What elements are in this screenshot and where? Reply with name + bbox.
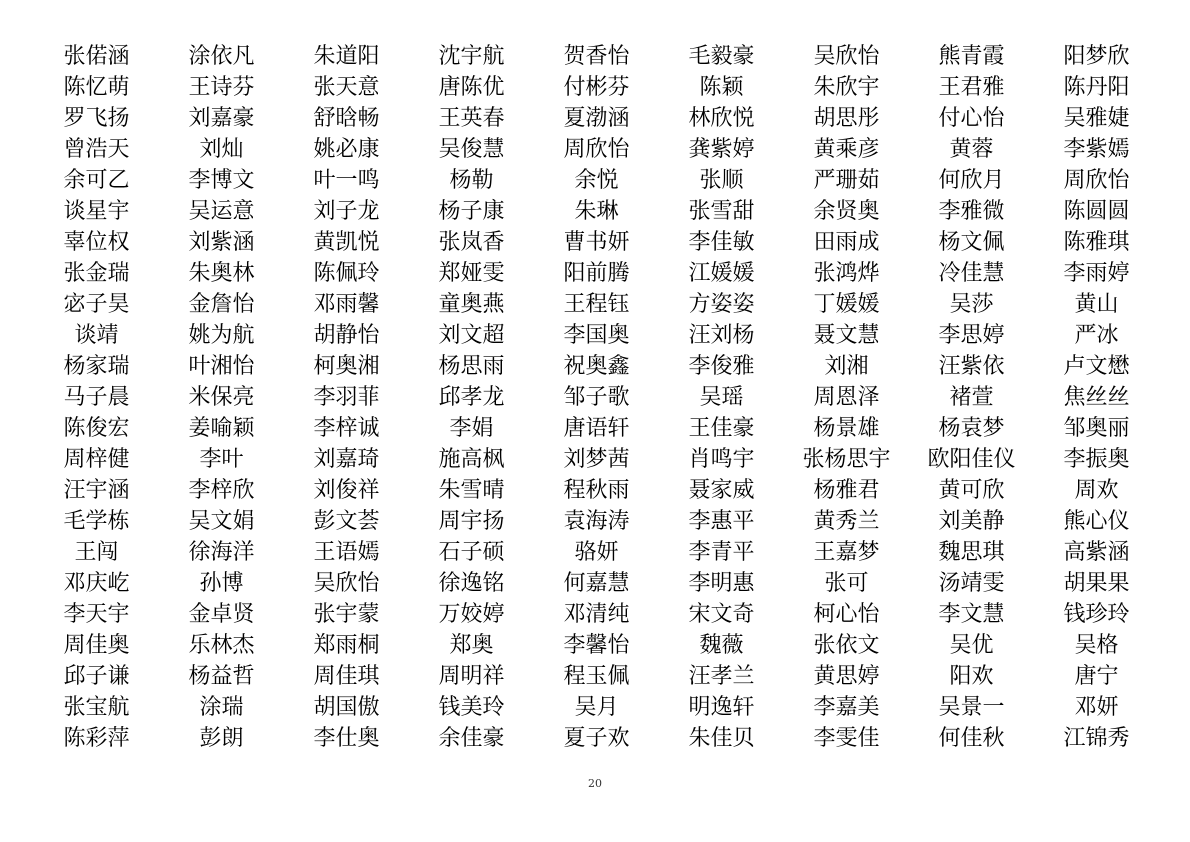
name-cell: 黄凯悦 bbox=[313, 230, 380, 255]
name-cell: 袁海涛 bbox=[563, 509, 630, 534]
name-cell: 陈俊宏 bbox=[63, 416, 130, 441]
name-cell: 何佳秋 bbox=[938, 726, 1005, 751]
name-row bbox=[34, 289, 1159, 320]
name-cell: 朱佳贝 bbox=[688, 726, 755, 751]
name-cell: 周佳琪 bbox=[313, 664, 380, 689]
name-cell: 石子硕 bbox=[438, 540, 505, 565]
name-cell: 李羽菲 bbox=[313, 385, 380, 410]
name-cell: 吴格 bbox=[1074, 633, 1119, 658]
name-cell: 宓子昊 bbox=[63, 292, 130, 317]
name-cell: 张宇蒙 bbox=[313, 602, 380, 627]
name-cell: 张偌涵 bbox=[63, 44, 130, 69]
name-cell: 朱琳 bbox=[574, 199, 619, 224]
name-cell: 杨思雨 bbox=[438, 354, 505, 379]
name-cell: 付心怡 bbox=[938, 106, 1005, 131]
name-cell: 张岚香 bbox=[438, 230, 505, 255]
names-table-body bbox=[34, 41, 1159, 754]
name-cell: 阳欢 bbox=[949, 664, 994, 689]
name-cell: 汪紫依 bbox=[938, 354, 1005, 379]
name-cell: 吴雅婕 bbox=[1063, 106, 1130, 131]
name-cell: 钱美玲 bbox=[438, 695, 505, 720]
name-cell: 吴莎 bbox=[949, 292, 994, 317]
name-cell: 涂瑞 bbox=[199, 695, 244, 720]
name-cell: 谈靖 bbox=[74, 323, 119, 348]
name-cell: 汤靖雯 bbox=[938, 571, 1005, 596]
name-row bbox=[34, 320, 1159, 351]
name-cell: 曾浩天 bbox=[63, 137, 130, 162]
name-cell: 刘美静 bbox=[938, 509, 1005, 534]
name-cell: 阳前腾 bbox=[563, 261, 630, 286]
name-cell: 聂文慧 bbox=[813, 323, 880, 348]
name-cell: 刘文超 bbox=[438, 323, 505, 348]
name-cell: 何欣月 bbox=[938, 168, 1005, 193]
name-cell: 邹奥丽 bbox=[1063, 416, 1130, 441]
name-cell: 付彬芬 bbox=[563, 75, 630, 100]
name-cell: 李叶 bbox=[199, 447, 244, 472]
name-cell: 陈圆圆 bbox=[1063, 199, 1130, 224]
name-cell: 叶一鸣 bbox=[313, 168, 380, 193]
name-cell: 李惠平 bbox=[688, 509, 755, 534]
name-row bbox=[34, 351, 1159, 382]
name-row bbox=[34, 444, 1159, 475]
name-cell: 冷佳慧 bbox=[938, 261, 1005, 286]
name-row bbox=[34, 41, 1159, 72]
name-cell: 邓庆屹 bbox=[63, 571, 130, 596]
name-cell: 徐逸铭 bbox=[438, 571, 505, 596]
name-cell: 余悦 bbox=[574, 168, 619, 193]
name-cell: 杨勒 bbox=[449, 168, 494, 193]
name-cell: 王语嫣 bbox=[313, 540, 380, 565]
name-cell: 程秋雨 bbox=[563, 478, 630, 503]
name-cell: 李博文 bbox=[188, 168, 255, 193]
name-cell: 褚萱 bbox=[949, 385, 994, 410]
name-cell: 姚为航 bbox=[188, 323, 255, 348]
name-cell: 黄山 bbox=[1074, 292, 1119, 317]
name-cell: 孙博 bbox=[199, 571, 244, 596]
name-cell: 李俊雅 bbox=[688, 354, 755, 379]
name-cell: 陈雅琪 bbox=[1063, 230, 1130, 255]
name-row bbox=[34, 103, 1159, 134]
name-cell: 王闯 bbox=[74, 540, 119, 565]
name-cell: 吴景一 bbox=[938, 695, 1005, 720]
name-cell: 黄秀兰 bbox=[813, 509, 880, 534]
name-cell: 刘嘉琦 bbox=[313, 447, 380, 472]
name-cell: 罗飞扬 bbox=[63, 106, 130, 131]
name-cell: 聂家威 bbox=[688, 478, 755, 503]
name-cell: 张宝航 bbox=[63, 695, 130, 720]
name-cell: 邓妍 bbox=[1074, 695, 1119, 720]
name-cell: 唐陈优 bbox=[438, 75, 505, 100]
name-cell: 余可乙 bbox=[63, 168, 130, 193]
name-cell: 王诗芬 bbox=[188, 75, 255, 100]
name-cell: 严冰 bbox=[1074, 323, 1119, 348]
name-cell: 李思婷 bbox=[938, 323, 1005, 348]
name-cell: 肖鸣宇 bbox=[688, 447, 755, 472]
name-row bbox=[34, 537, 1159, 568]
name-cell: 刘梦茜 bbox=[563, 447, 630, 472]
name-cell: 张杨思宇 bbox=[802, 447, 891, 472]
name-cell: 黄思婷 bbox=[813, 664, 880, 689]
name-cell: 柯奥湘 bbox=[313, 354, 380, 379]
name-cell: 余贤奥 bbox=[813, 199, 880, 224]
name-cell: 王君雅 bbox=[938, 75, 1005, 100]
name-cell: 谈星宇 bbox=[63, 199, 130, 224]
name-cell: 周恩泽 bbox=[813, 385, 880, 410]
name-cell: 柯心怡 bbox=[813, 602, 880, 627]
name-cell: 张雪甜 bbox=[688, 199, 755, 224]
name-cell: 刘灿 bbox=[199, 137, 244, 162]
name-cell: 吴欣怡 bbox=[813, 44, 880, 69]
name-cell: 李雯佳 bbox=[813, 726, 880, 751]
name-row bbox=[34, 382, 1159, 413]
name-cell: 祝奥鑫 bbox=[563, 354, 630, 379]
name-cell: 朱雪晴 bbox=[438, 478, 505, 503]
name-cell: 乐林杰 bbox=[188, 633, 255, 658]
name-cell: 魏思琪 bbox=[938, 540, 1005, 565]
name-cell: 吴俊慧 bbox=[438, 137, 505, 162]
name-row bbox=[34, 134, 1159, 165]
name-cell: 金卓贤 bbox=[188, 602, 255, 627]
name-cell: 熊青霞 bbox=[938, 44, 1005, 69]
name-row bbox=[34, 196, 1159, 227]
name-row bbox=[34, 723, 1159, 754]
name-cell: 余佳豪 bbox=[438, 726, 505, 751]
name-cell: 胡思彤 bbox=[813, 106, 880, 131]
name-cell: 李梓欣 bbox=[188, 478, 255, 503]
name-cell: 周梓健 bbox=[63, 447, 130, 472]
name-cell: 郑娅雯 bbox=[438, 261, 505, 286]
name-cell: 杨景雄 bbox=[813, 416, 880, 441]
name-cell: 李佳敏 bbox=[688, 230, 755, 255]
name-cell: 周明祥 bbox=[438, 664, 505, 689]
name-cell: 明逸轩 bbox=[688, 695, 755, 720]
name-cell: 周欢 bbox=[1074, 478, 1119, 503]
name-cell: 汪刘杨 bbox=[688, 323, 755, 348]
name-cell: 江媛媛 bbox=[688, 261, 755, 286]
name-cell: 邱孝龙 bbox=[438, 385, 505, 410]
name-cell: 王嘉梦 bbox=[813, 540, 880, 565]
name-cell: 李雅微 bbox=[938, 199, 1005, 224]
name-cell: 张天意 bbox=[313, 75, 380, 100]
name-row bbox=[34, 568, 1159, 599]
name-cell: 沈宇航 bbox=[438, 44, 505, 69]
name-row bbox=[34, 72, 1159, 103]
name-cell: 唐语轩 bbox=[563, 416, 630, 441]
name-cell: 黄蓉 bbox=[949, 137, 994, 162]
name-cell: 刘子龙 bbox=[313, 199, 380, 224]
name-cell: 欧阳佳仪 bbox=[927, 447, 1016, 472]
name-cell: 辜位权 bbox=[63, 230, 130, 255]
name-cell: 方姿姿 bbox=[688, 292, 755, 317]
name-cell: 黄可欣 bbox=[938, 478, 1005, 503]
name-cell: 唐宁 bbox=[1074, 664, 1119, 689]
name-cell: 李嘉美 bbox=[813, 695, 880, 720]
name-cell: 邓雨馨 bbox=[313, 292, 380, 317]
name-cell: 朱奥林 bbox=[188, 261, 255, 286]
name-cell: 张顺 bbox=[699, 168, 744, 193]
name-cell: 邹子歌 bbox=[563, 385, 630, 410]
name-cell: 涂依凡 bbox=[188, 44, 255, 69]
name-cell: 张依文 bbox=[813, 633, 880, 658]
name-cell: 彭文荟 bbox=[313, 509, 380, 534]
name-cell: 曹书妍 bbox=[563, 230, 630, 255]
name-cell: 周宇扬 bbox=[438, 509, 505, 534]
names-table bbox=[34, 41, 1159, 754]
name-cell: 严珊茹 bbox=[813, 168, 880, 193]
name-row bbox=[34, 258, 1159, 289]
name-cell: 周佳奥 bbox=[63, 633, 130, 658]
name-cell: 李国奥 bbox=[563, 323, 630, 348]
name-cell: 林欣悦 bbox=[688, 106, 755, 131]
name-cell: 吴月 bbox=[574, 695, 619, 720]
name-cell: 张可 bbox=[824, 571, 869, 596]
name-cell: 周欣怡 bbox=[563, 137, 630, 162]
name-cell: 李天宇 bbox=[63, 602, 130, 627]
name-cell: 胡果果 bbox=[1063, 571, 1130, 596]
name-cell: 程玉佩 bbox=[563, 664, 630, 689]
name-cell: 朱欣宇 bbox=[813, 75, 880, 100]
name-row bbox=[34, 692, 1159, 723]
name-row bbox=[34, 227, 1159, 258]
name-cell: 邱子谦 bbox=[63, 664, 130, 689]
name-cell: 王佳豪 bbox=[688, 416, 755, 441]
name-cell: 叶湘怡 bbox=[188, 354, 255, 379]
name-cell: 黄乘彦 bbox=[813, 137, 880, 162]
name-row bbox=[34, 413, 1159, 444]
name-cell: 郑奥 bbox=[449, 633, 494, 658]
name-cell: 李雨婷 bbox=[1063, 261, 1130, 286]
name-cell: 彭朗 bbox=[199, 726, 244, 751]
name-cell: 王英春 bbox=[438, 106, 505, 131]
name-cell: 杨子康 bbox=[438, 199, 505, 224]
name-row bbox=[34, 506, 1159, 537]
name-cell: 卢文懋 bbox=[1063, 354, 1130, 379]
name-cell: 李青平 bbox=[688, 540, 755, 565]
name-cell: 王程钰 bbox=[563, 292, 630, 317]
name-row bbox=[34, 599, 1159, 630]
name-cell: 李娟 bbox=[449, 416, 494, 441]
name-row bbox=[34, 475, 1159, 506]
name-cell: 熊心仪 bbox=[1063, 509, 1130, 534]
name-cell: 夏渤涵 bbox=[563, 106, 630, 131]
name-cell: 夏子欢 bbox=[563, 726, 630, 751]
name-cell: 焦丝丝 bbox=[1063, 385, 1130, 410]
name-cell: 李振奥 bbox=[1063, 447, 1130, 472]
name-cell: 陈颖 bbox=[699, 75, 744, 100]
name-row bbox=[34, 630, 1159, 661]
name-cell: 魏薇 bbox=[699, 633, 744, 658]
name-cell: 米保亮 bbox=[188, 385, 255, 410]
name-cell: 徐海洋 bbox=[188, 540, 255, 565]
name-cell: 毛毅豪 bbox=[688, 44, 755, 69]
name-cell: 李馨怡 bbox=[563, 633, 630, 658]
name-cell: 李明惠 bbox=[688, 571, 755, 596]
name-cell: 阳梦欣 bbox=[1063, 44, 1130, 69]
name-cell: 钱珍玲 bbox=[1063, 602, 1130, 627]
name-cell: 汪孝兰 bbox=[688, 664, 755, 689]
name-cell: 刘俊祥 bbox=[313, 478, 380, 503]
name-cell: 马子晨 bbox=[63, 385, 130, 410]
name-cell: 童奥燕 bbox=[438, 292, 505, 317]
name-cell: 吴运意 bbox=[188, 199, 255, 224]
name-cell: 吴欣怡 bbox=[313, 571, 380, 596]
name-cell: 杨文佩 bbox=[938, 230, 1005, 255]
name-cell: 万姣婷 bbox=[438, 602, 505, 627]
name-cell: 何嘉慧 bbox=[563, 571, 630, 596]
name-cell: 姚必康 bbox=[313, 137, 380, 162]
name-cell: 朱道阳 bbox=[313, 44, 380, 69]
name-cell: 胡国傲 bbox=[313, 695, 380, 720]
name-cell: 龚紫婷 bbox=[688, 137, 755, 162]
name-cell: 杨雅君 bbox=[813, 478, 880, 503]
name-cell: 李紫嫣 bbox=[1063, 137, 1130, 162]
name-cell: 李仕奥 bbox=[313, 726, 380, 751]
name-cell: 吴文娟 bbox=[188, 509, 255, 534]
name-cell: 高紫涵 bbox=[1063, 540, 1130, 565]
name-cell: 陈忆萌 bbox=[63, 75, 130, 100]
name-cell: 邓清纯 bbox=[563, 602, 630, 627]
name-cell: 舒晗畅 bbox=[313, 106, 380, 131]
name-cell: 张鸿烨 bbox=[813, 261, 880, 286]
name-cell: 刘紫涵 bbox=[188, 230, 255, 255]
name-cell: 宋文奇 bbox=[688, 602, 755, 627]
name-cell: 刘嘉豪 bbox=[188, 106, 255, 131]
name-cell: 陈丹阳 bbox=[1063, 75, 1130, 100]
name-cell: 杨益哲 bbox=[188, 664, 255, 689]
name-cell: 陈佩玲 bbox=[313, 261, 380, 286]
name-cell: 刘湘 bbox=[824, 354, 869, 379]
name-cell: 贺香怡 bbox=[563, 44, 630, 69]
name-row bbox=[34, 165, 1159, 196]
name-cell: 李文慧 bbox=[938, 602, 1005, 627]
name-cell: 张金瑞 bbox=[63, 261, 130, 286]
name-cell: 毛学栋 bbox=[63, 509, 130, 534]
name-cell: 李梓诚 bbox=[313, 416, 380, 441]
name-cell: 周欣怡 bbox=[1063, 168, 1130, 193]
page-number: 20 bbox=[588, 777, 602, 790]
name-cell: 杨家瑞 bbox=[63, 354, 130, 379]
name-cell: 骆妍 bbox=[574, 540, 619, 565]
name-cell: 丁媛媛 bbox=[813, 292, 880, 317]
name-cell: 施高枫 bbox=[438, 447, 505, 472]
name-cell: 汪宇涵 bbox=[63, 478, 130, 503]
name-cell: 金詹怡 bbox=[188, 292, 255, 317]
name-cell: 吴优 bbox=[949, 633, 994, 658]
name-cell: 陈彩萍 bbox=[63, 726, 130, 751]
name-cell: 杨袁梦 bbox=[938, 416, 1005, 441]
name-cell: 吴瑶 bbox=[699, 385, 744, 410]
name-cell: 胡静怡 bbox=[313, 323, 380, 348]
name-cell: 田雨成 bbox=[813, 230, 880, 255]
name-cell: 郑雨桐 bbox=[313, 633, 380, 658]
name-cell: 江锦秀 bbox=[1063, 726, 1130, 751]
name-row bbox=[34, 661, 1159, 692]
name-cell: 姜喻颖 bbox=[188, 416, 255, 441]
